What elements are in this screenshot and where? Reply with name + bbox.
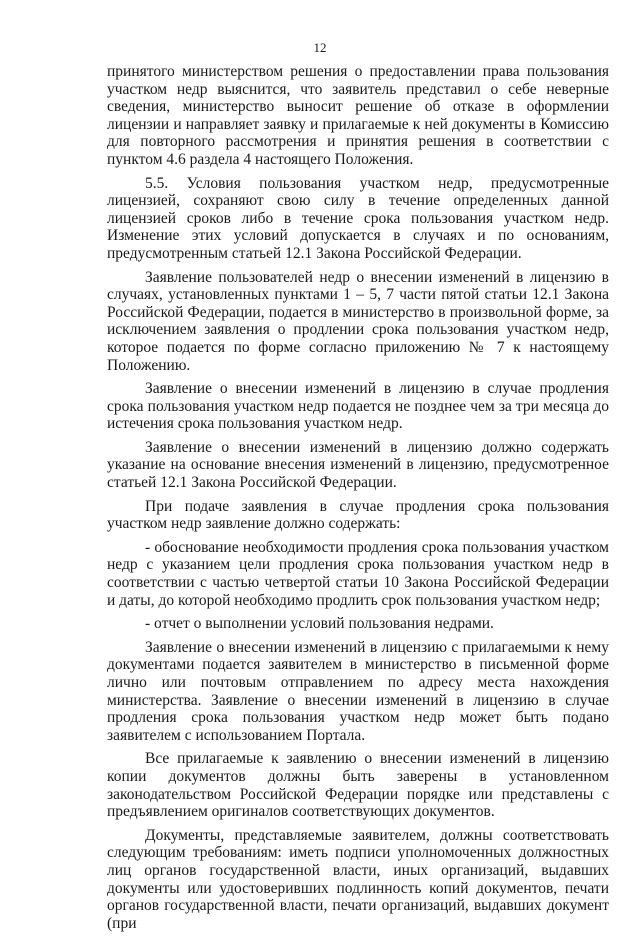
- paragraph-4-5-continuation: принятого министерством решения о предоставлении права пользования участком недр выяснится, что заявитель представил о себе неверные сведения, министерство выносит решение об отказе в оформлении лицензии и направляет заявку и прилагаемые к ней документы в Комиссию для повторного рассмотрения и принятия решения в соответствии с пунктом 4.6 раздела 4 настоящего Положения.: [107, 63, 609, 168]
- paragraph-extension-requirements: При подаче заявления в случае продления срока пользования участком недр заявление должно содержать:: [107, 497, 609, 533]
- list-item-justification: - обоснование необходимости продления срока пользования участком недр с указанием цели продления срока пользования участком недр в соответствии с частью четвертой статьи 10 Закона Российской Федерации и даты, до которой необходимо продлить срок пользования участком недр;: [107, 538, 609, 609]
- paragraph-amendment-application: Заявление пользователей недр о внесении изменений в лицензию в случаях, установленных пунктами 1 – 5, 7 части пятой статьи 12.1 Закона Российской Федерации, подается в министерство в произвольной форме, за исключением заявления о продлении срока пользования участком недр, которое подается по форме согласно приложению № 7 к настоящему Положению.: [107, 268, 609, 374]
- document-body: [107, 63, 609, 938]
- paragraph-5-5: 5.5. Условия пользования участком недр, предусмотренные лицензией, сохраняют свою силу в течение определенных данной лицензией сроков либо в течение срока пользования участком недр. Изменение этих условий допускается в случаях и по основаниям, предусмотренным статьей 12.1 Закона Российской Федерации.: [107, 174, 609, 262]
- paragraph-extension-deadline: Заявление о внесении изменений в лицензию в случае продления срока пользования участком недр подается не позднее чем за три месяца до истечения срока пользования участком недр.: [107, 380, 609, 433]
- paragraph-document-requirements: Документы, представляемые заявителем, должны соответствовать следующим требованиям: иметь подписи уполномоченных должностных лиц органов государственной власти, иных организаций, выдавших документы или удостоверивших подлинность копий документов, печати органов государственной власти, печати организаций, выдавших документ (при: [107, 826, 609, 932]
- list-item-report: - отчет о выполнении условий пользования недрами.: [145, 615, 494, 633]
- paragraph-submission: Заявление о внесении изменений в лицензию с прилагаемыми к нему документами подается заявителем в министерство в письменной форме лично или почтовым отправлением по адресу места нахождения министерства. Заявление о внесении изменений в лицензию в случае продления срока пользования участком недр может быть подано заявителем с использованием Портала.: [107, 638, 609, 744]
- paragraph-application-contents: Заявление о внесении изменений в лицензию должно содержать указание на основание внесения изменений в лицензию, предусмотренное статьей 12.1 Закона Российской Федерации.: [107, 438, 609, 492]
- page-number: 12: [313, 40, 327, 55]
- paragraph-copies: Все прилагаемые к заявлению о внесении изменений в лицензию копии документов должны быть заверены в установленном законодательством Российской Федерации порядке или представлены с предъявлением оригиналов соответствующих документов.: [107, 750, 609, 821]
